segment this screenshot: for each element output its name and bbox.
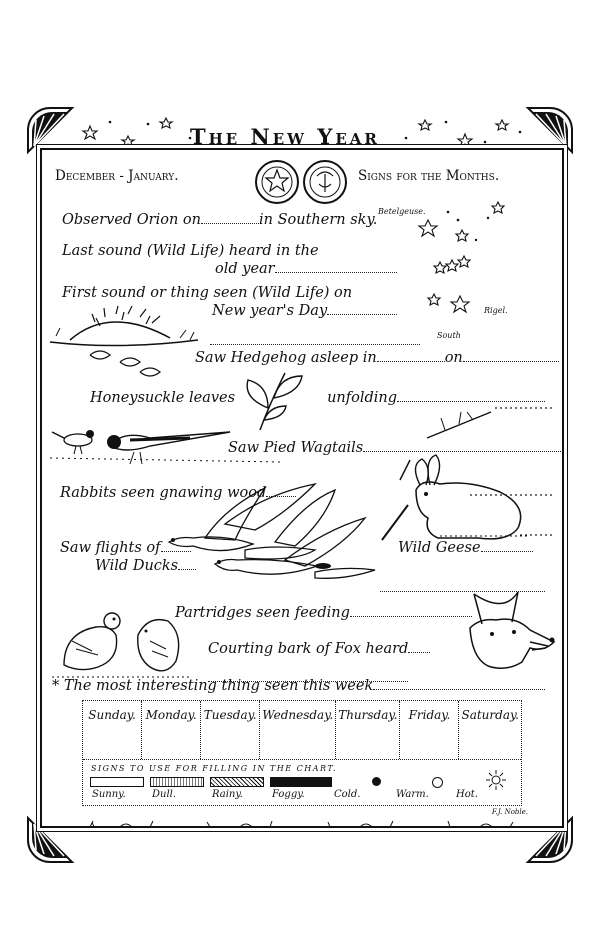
rainy-swatch — [210, 777, 264, 787]
day-sunday[interactable]: Sunday. — [83, 701, 142, 759]
first-sound-entry-line1: First sound or thing seen (Wild Life) on — [62, 285, 353, 301]
day-monday[interactable]: Monday. — [142, 701, 201, 759]
wagtails-entry: Saw Pied Wagtails — [228, 440, 563, 456]
partridges-entry: Partridges seen feeding — [175, 605, 472, 621]
foggy-swatch — [270, 777, 332, 787]
chart-key-title: SIGNS TO USE FOR FILLING IN THE CHART. — [91, 764, 338, 773]
south-label: South — [437, 331, 461, 340]
betelgeuse-label: Betelgeuse. — [378, 207, 426, 216]
wild-geese-entry: Wild Geese — [398, 540, 533, 556]
day-thursday[interactable]: Thursday. — [336, 701, 400, 759]
orion-entry: Observed Orion on in Southern sky. — [62, 212, 378, 228]
rabbits-entry: Rabbits seen gnawing wood — [60, 485, 296, 501]
honeysuckle-entry: Honeysuckle leaves unfolding — [90, 390, 545, 406]
cold-dot-icon — [372, 777, 381, 786]
day-tuesday[interactable]: Tuesday. — [201, 701, 260, 759]
hedgehog-entry: Saw Hedgehog asleep in on — [195, 350, 559, 366]
last-sound-entry-line2: old year — [215, 261, 397, 277]
interesting-entry: * The most interesting thing seen this week — [52, 678, 545, 694]
weekday-columns — [83, 701, 521, 760]
key-sunny: Sunny. — [92, 789, 126, 800]
sunny-swatch — [90, 777, 144, 787]
key-hot: Hot. — [456, 789, 478, 800]
day-wednesday[interactable]: Wednesday. — [260, 701, 336, 759]
twig-illustration — [425, 408, 495, 444]
last-sound-entry-line1: Last sound (Wild Life) heard in the — [62, 243, 319, 259]
period-label: December - January. — [55, 168, 179, 184]
warm-circle-icon — [432, 777, 443, 788]
hedgehog-illustration — [50, 300, 200, 380]
day-saturday[interactable]: Saturday. — [461, 708, 519, 722]
key-warm: Warm. — [396, 789, 429, 800]
wild-ducks-entry: Wild Ducks — [95, 558, 196, 574]
day-friday[interactable]: Friday. — [400, 701, 459, 759]
flying-geese-ducks-illustration — [165, 480, 405, 590]
artist-credit: F.J. Noble. — [491, 808, 528, 816]
partridges-illustration — [52, 605, 192, 685]
wagtail-birds-illustration — [50, 418, 290, 478]
key-foggy: Foggy. — [272, 789, 305, 800]
fox-entry: Courting bark of Fox heard — [208, 641, 430, 657]
page-title: The New Year — [190, 124, 380, 149]
bottom-grass-border — [70, 815, 530, 835]
key-dull: Dull. — [152, 789, 177, 800]
first-sound-entry-line2: New year's Day — [212, 303, 397, 319]
flights-entry-line1: Saw flights of — [60, 540, 191, 556]
dull-swatch — [150, 777, 204, 787]
fox-head-illustration — [456, 588, 556, 678]
rigel-label: Rigel. — [484, 306, 508, 315]
hot-sun-icon — [486, 770, 506, 790]
key-rainy: Rainy. — [212, 789, 243, 800]
signs-label: Signs for the Months. — [358, 168, 500, 184]
key-cold: Cold. — [334, 789, 361, 800]
